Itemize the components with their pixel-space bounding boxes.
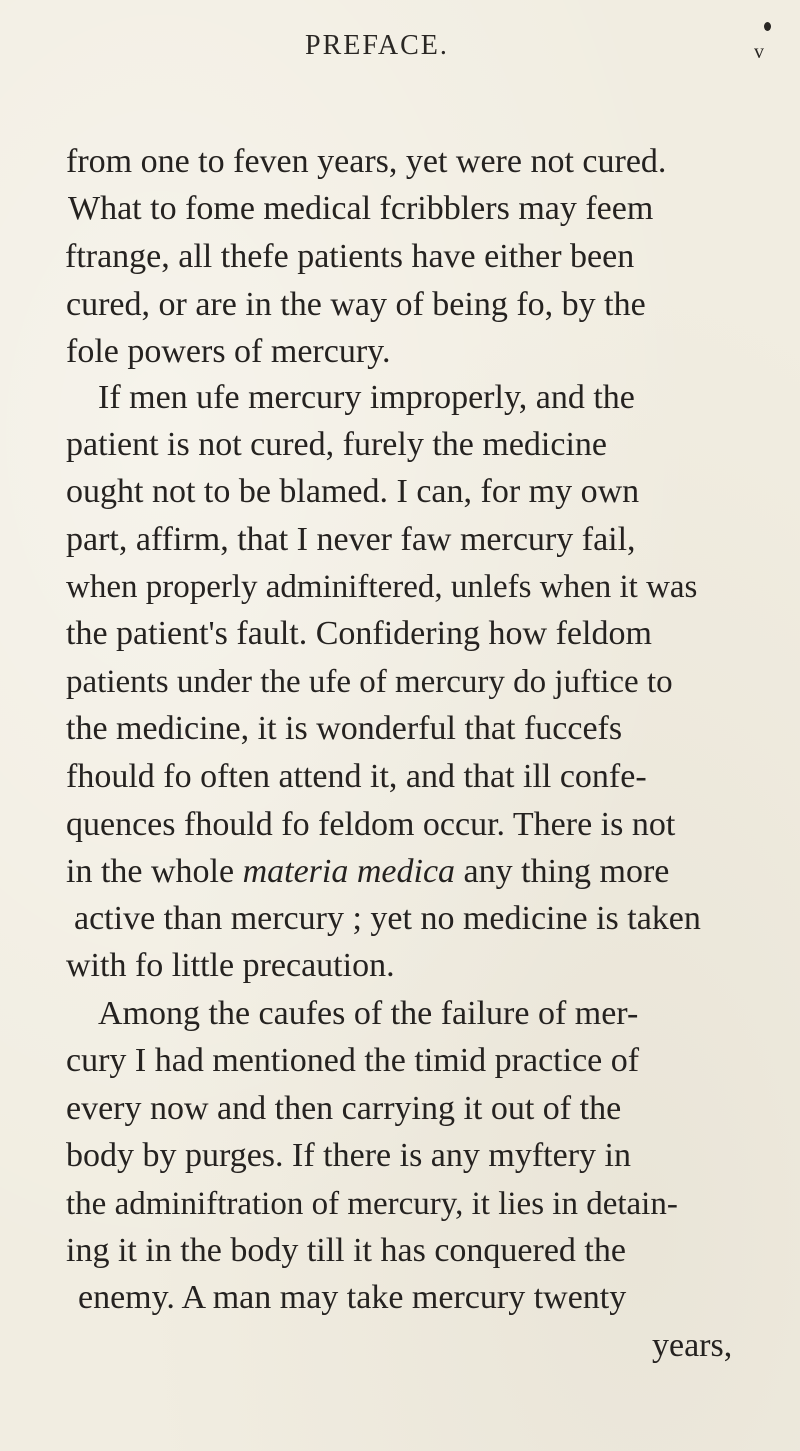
text-line: from one to feven years, yet were not cured. [66, 143, 667, 180]
text-line: If men ufe mercury improperly, and the [98, 379, 635, 416]
text-span: any thing more [455, 853, 670, 890]
text-line: Among the caufes of the failure of mer- [98, 995, 639, 1032]
text-line: part, affirm, that I never faw mercury fail, [66, 521, 636, 558]
running-title: PREFACE. [305, 30, 449, 61]
text-line: patient is not cured, furely the medicine [66, 426, 607, 463]
text-line: patients under the ufe of mercury do juftice to [66, 664, 673, 700]
text-line: What to fome medical fcribblers may feem [68, 190, 654, 227]
text-line: ought not to be blamed. I can, for my own [66, 473, 640, 510]
text-line: fole powers of mercury. [66, 333, 391, 370]
text-line: fhould fo often attend it, and that ill confe- [66, 758, 647, 795]
text-line: body by purges. If there is any myftery in [66, 1137, 631, 1174]
text-line: cury I had mentioned the timid practice of [66, 1042, 640, 1079]
text-line: every now and then carrying it out of the [66, 1090, 622, 1127]
text-line: enemy. A man may take mercury twenty [78, 1279, 627, 1316]
text-line: the medicine, it is wonderful that fuccefs [66, 710, 623, 747]
running-head [0, 14, 800, 64]
text-span: in the whole [66, 853, 243, 890]
text-line: the adminiftration of mercury, it lies in detain- [66, 1186, 678, 1222]
text-line: cured, or are in the way of being fo, by the [66, 286, 646, 323]
text-line: ftrange, all thefe patients have either been [65, 238, 635, 275]
ink-speck [764, 22, 771, 31]
text-line: quences fhould fo feldom occur. There is not [66, 806, 676, 843]
catchword: years, [652, 1327, 733, 1364]
text-line: active than mercury ; yet no medicine is taken [74, 900, 701, 937]
text-line: when properly adminiftered, unlefs when it was [66, 569, 698, 605]
text-line: ing it in the body till it has conquered the [66, 1232, 626, 1269]
italic-term: materia medica [242, 853, 456, 890]
text-line: with fo little precaution. [66, 947, 395, 984]
text-line: the patient's fault. Confidering how feldom [66, 615, 652, 652]
page-number: v [754, 41, 764, 63]
